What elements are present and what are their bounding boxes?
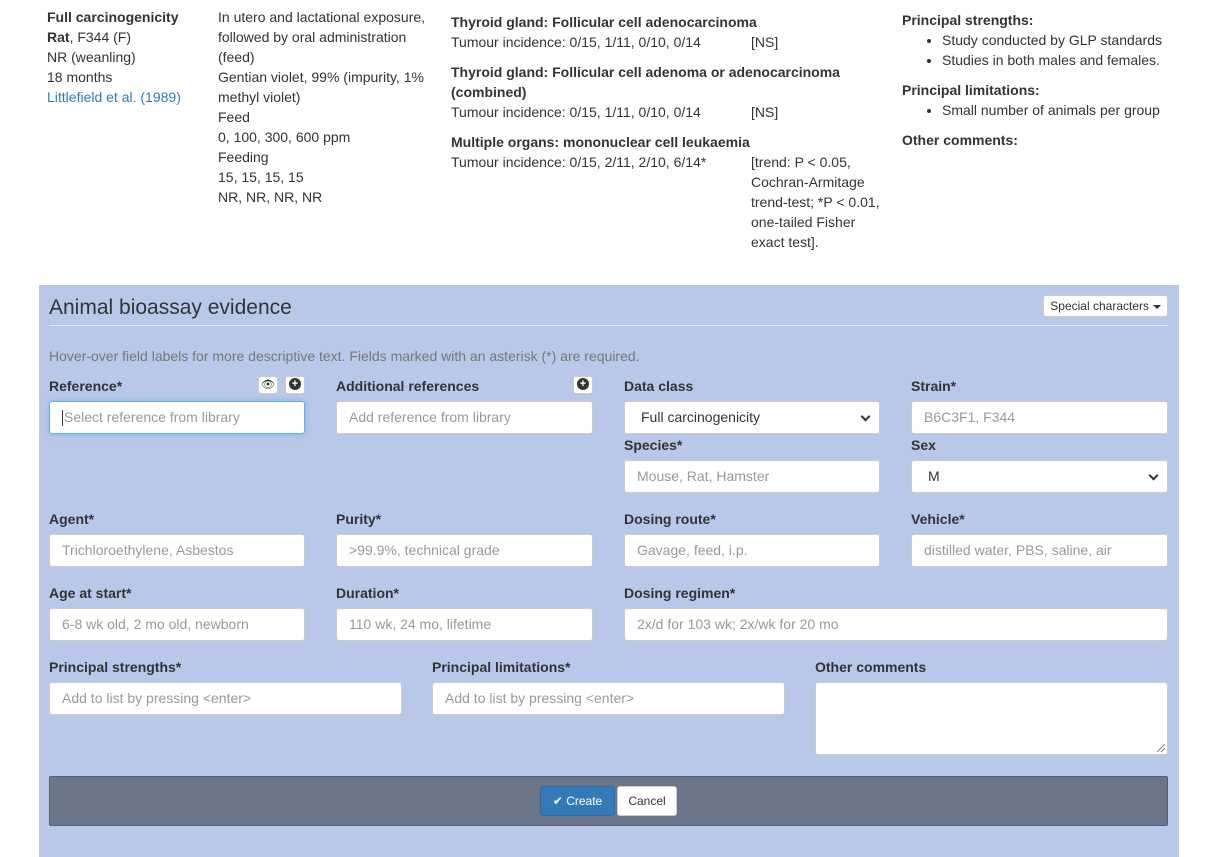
dosing-regimen-input[interactable]: 2x/d for 103 wk; 2x/wk for 20 mo [624,608,1168,641]
title-divider [49,325,1168,326]
additional-references-group [336,376,593,434]
species: Rat [47,29,70,45]
create-button[interactable] [540,786,615,816]
add-reference-button[interactable] [285,376,305,394]
study-design-cell [47,7,207,107]
age-at-start-input[interactable]: 6-8 wk old, 2 mo old, newborn [49,608,305,641]
special-characters-button[interactable] [1043,295,1168,317]
duration-label: Duration* [336,585,399,601]
dosing-route-input[interactable]: Gavage, feed, i.p. [624,534,880,567]
duration: 18 months [47,69,113,85]
strengths-list [902,30,1202,70]
result-incidence: Tumour incidence: 0/15, 1/11, 0/10, 0/14 [451,34,701,50]
exposure-line: 15, 15, 15, 15 [218,169,304,185]
purity-label: Purity* [336,511,382,527]
duration-group [336,583,593,641]
help-text: Hover-over field labels for more descriptive text. Fields marked with an asterisk (*) are required. [49,348,640,364]
principal-strengths-input[interactable]: Add to list by pressing <enter> [49,682,402,715]
limitations-list [902,100,1202,120]
principal-limitations-group [432,657,785,715]
species-label: Species* [624,437,683,453]
list-item: • Small number of animals per group [942,100,1202,120]
additional-references-label: Additional references [336,378,480,394]
sex-group [911,435,1168,493]
view-reference-button[interactable] [258,376,278,394]
plus-circle-icon: + [289,378,301,390]
reference-group [49,376,305,434]
reference-input[interactable] [49,401,305,434]
strengths-heading: Principal strengths: [902,12,1034,28]
additional-references-input[interactable]: Add reference from library [336,401,593,434]
list-item: • Study conducted by GLP standards [942,30,1202,50]
species-input[interactable]: Mouse, Rat, Hamster [624,460,880,493]
exposure-line: Feed [218,109,250,125]
study-summary-row [0,0,1216,285]
vehicle-label: Vehicle* [911,511,965,527]
agent-input[interactable]: Trichloroethylene, Asbestos [49,534,305,567]
reference-label: Reference* [49,378,123,394]
dosing-route-label: Dosing route* [624,511,716,527]
list-item: • Studies in both males and females. [942,50,1202,70]
data-class-group [624,376,880,434]
species-group [624,435,880,493]
form-actions-bar [49,776,1168,826]
result-title: Thyroid gland: Follicular cell adenocarcinoma [451,14,757,30]
exposure-line: Feeding [218,149,269,165]
principal-limitations-input[interactable]: Add to list by pressing <enter> [432,682,785,715]
form-title: Animal bioassay evidence [49,296,292,319]
exposure-cell [218,7,438,207]
exposure-line: Gentian violet, 99% (impurity, 1% [218,69,424,85]
exposure-line: (feed) [218,49,255,65]
vehicle-input[interactable]: distilled water, PBS, saline, air [911,534,1168,567]
vehicle-group [911,509,1168,567]
result-note: [NS] [751,34,779,50]
age: NR (weanling) [47,49,136,65]
sex-value: M [928,468,940,484]
caret-down-icon [1153,305,1161,309]
data-class: Full carcinogenicity [47,9,179,25]
result-note: [trend: P < 0.05, Cochran-Armitage trend-test; *P < 0.01, one-tailed Fisher exact test]. [751,154,880,250]
exposure-line: 0, 100, 300, 600 ppm [218,129,351,145]
plus-circle-icon: + [577,378,589,390]
limitations-heading: Principal limitations: [902,82,1040,98]
strain-group [911,376,1168,434]
result-incidence: Tumour incidence: 0/15, 2/11, 2/10, 6/14* [451,154,707,170]
other-comments-label: Other comments [815,659,927,675]
sex-label: Sex [911,437,936,453]
add-additional-reference-button[interactable] [573,376,593,394]
principal-strengths-label: Principal strengths* [49,659,182,675]
result-item [451,12,891,52]
exposure-line: followed by oral administration [218,29,407,45]
strain-label: Strain* [911,378,957,394]
dosing-regimen-label: Dosing regimen* [624,585,736,601]
agent-label: Agent* [49,511,95,527]
data-class-value: Full carcinogenicity [641,409,761,425]
duration-input[interactable]: 110 wk, 24 mo, lifetime [336,608,593,641]
data-class-select[interactable] [624,401,880,434]
resize-grip-icon[interactable] [1157,744,1165,752]
purity-input[interactable]: >99.9%, technical grade [336,534,593,567]
dosing-regimen-group [624,583,1168,641]
comments-cell [902,7,1202,150]
principal-strengths-group [49,657,402,715]
reference-placeholder: Select reference from library [64,409,240,425]
purity-group [336,509,593,567]
sex-select[interactable] [911,460,1168,493]
check-icon: ✔ [552,794,563,808]
bioassay-form [39,285,1179,857]
text-cursor [62,410,63,426]
reference-link[interactable]: Littlefield et al. (1989) [47,89,181,105]
data-class-label: Data class [624,378,694,394]
result-title: Thyroid gland: Follicular cell adenoma or adenocarcinoma (combined) [451,64,840,100]
principal-limitations-label: Principal limitations* [432,659,571,675]
dosing-route-group [624,509,880,567]
strain-input[interactable]: B6C3F1, F344 [911,401,1168,434]
special-characters-label: Special characters [1050,299,1149,313]
result-incidence: Tumour incidence: 0/15, 1/11, 0/10, 0/14 [451,104,701,120]
results-cell [451,7,891,250]
result-item [451,62,891,122]
age-at-start-group [49,583,305,641]
result-title: Multiple organs: mononuclear cell leukaemia [451,134,750,150]
other-comments-heading: Other comments: [902,132,1018,148]
exposure-line: In utero and lactational exposure, [218,9,426,25]
cancel-button[interactable]: Cancel [617,786,677,816]
exposure-line: NR, NR, NR, NR [218,189,323,205]
exposure-line: methyl violet) [218,89,301,105]
result-item [451,132,891,250]
chevron-down-icon [861,412,871,422]
strain-sex: , F344 (F) [69,29,132,45]
other-comments-textarea[interactable] [815,682,1168,755]
create-label: Create [566,794,603,808]
agent-group [49,509,305,567]
age-at-start-label: Age at start* [49,585,132,601]
other-comments-group [815,657,1168,755]
eye-icon: 👁 [261,379,275,391]
chevron-down-icon [1149,471,1159,481]
result-note: [NS] [751,104,779,120]
